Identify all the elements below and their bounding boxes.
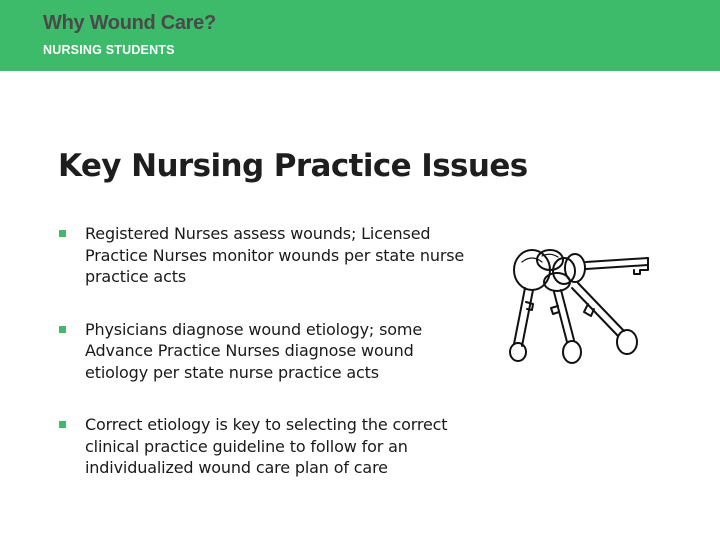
- bullet-list: [58, 223, 478, 479]
- bullet-square-icon: [59, 230, 66, 237]
- bullet-text: Registered Nurses assess wounds; Licensed Practice Nurses monitor wounds per state nurse practice acts: [85, 224, 465, 286]
- bullet-square-icon: [59, 421, 66, 428]
- brand-title: Why Wound Care?: [43, 12, 216, 34]
- header-band: [0, 0, 720, 71]
- keys-icon: [502, 240, 652, 375]
- brand-subtitle: NURSING STUDENTS: [43, 43, 175, 57]
- bullet-item: [58, 414, 478, 479]
- bullet-text: Physicians diagnose wound etiology; some Advance Practice Nurses diagnose wound etiology per state nurse practice acts: [85, 319, 423, 382]
- bullet-square-icon: [59, 326, 66, 333]
- bullet-item: [58, 319, 478, 384]
- slide-title: Key Nursing Practice Issues: [58, 148, 528, 184]
- bullet-item: [58, 223, 478, 288]
- bullet-text: Correct etiology is key to selecting the correct clinical practice guideline to follow for an individualized wound care plan of care: [85, 415, 448, 477]
